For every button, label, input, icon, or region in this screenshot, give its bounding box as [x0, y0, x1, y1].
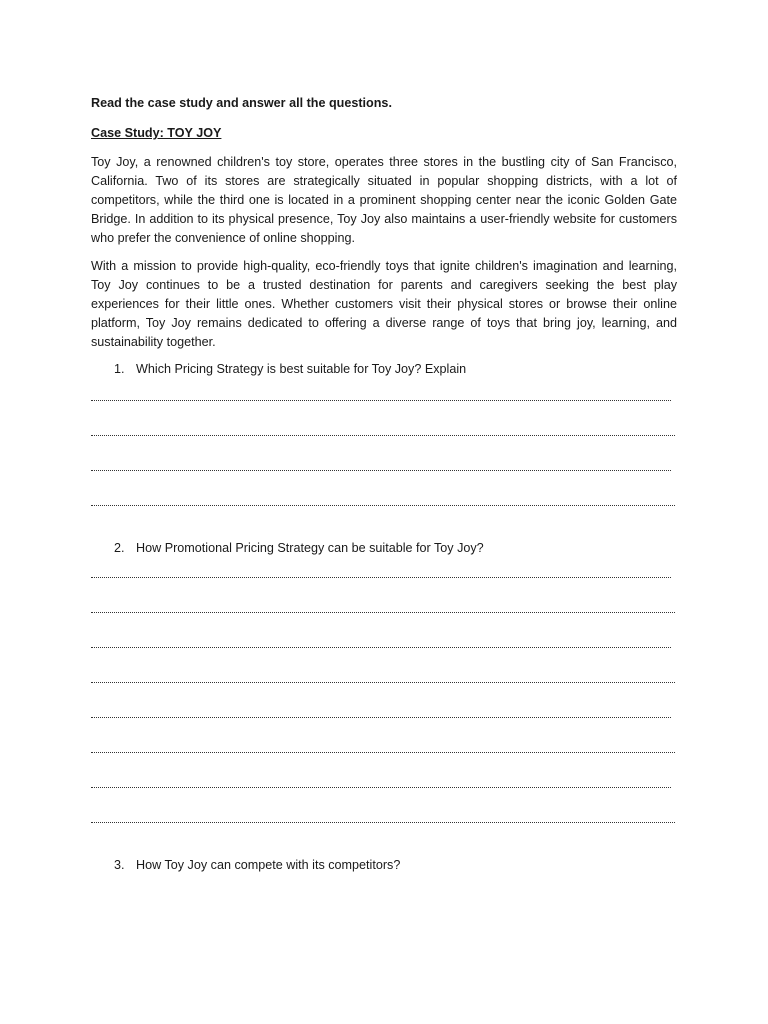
question-2-text: How Promotional Pricing Strategy can be suitable for Toy Joy? [136, 541, 484, 555]
answer-line[interactable] [91, 682, 675, 683]
question-2 [91, 539, 677, 558]
answer-line[interactable] [91, 822, 675, 823]
answer-line[interactable] [91, 787, 671, 788]
answer-line[interactable] [91, 752, 675, 753]
paragraph-2: With a mission to provide high-quality, eco-friendly toys that ignite children's imagination and learning, Toy Joy continues to be a trusted destination for parents and caregivers seeking the best play experiences for their little ones. Whether customers visit their physical stores or browse their online platform, Toy Joy remains dedicated to offering a diverse range of toys that bring joy, learning, and sustainability together. [91, 259, 677, 349]
instruction-text: Read the case study and answer all the questions. [91, 96, 392, 110]
question-3 [91, 856, 677, 875]
document-page [91, 94, 677, 875]
question-3-number: 3. [114, 858, 125, 872]
answer-line[interactable] [91, 400, 671, 401]
paragraph-1: Toy Joy, a renowned children's toy store, operates three stores in the bustling city of San Francisco, California. Two of its stores are strategically situated in popular shopping districts, with a lot of competitors, while the third one is located in a prominent shopping center near the iconic Golden Gate Bridge. In addition to its physical presence, Toy Joy also maintains a user-friendly website for customers who prefer the convenience of online shopping. [91, 155, 677, 245]
question-2-number: 2. [114, 541, 125, 555]
answer-line[interactable] [91, 470, 671, 471]
answer-line[interactable] [91, 647, 671, 648]
answer-lines-2 [91, 577, 677, 823]
question-3-text: How Toy Joy can compete with its competitors? [136, 858, 401, 872]
question-1-text: Which Pricing Strategy is best suitable for Toy Joy? Explain [136, 362, 467, 376]
answer-line[interactable] [91, 505, 675, 506]
question-1-number: 1. [114, 362, 125, 376]
answer-lines-1 [91, 400, 677, 506]
answer-line[interactable] [91, 717, 671, 718]
answer-line[interactable] [91, 435, 675, 436]
answer-line[interactable] [91, 612, 675, 613]
answer-line[interactable] [91, 577, 671, 578]
question-1 [91, 360, 677, 379]
case-study-title: Case Study: TOY JOY [91, 126, 222, 140]
